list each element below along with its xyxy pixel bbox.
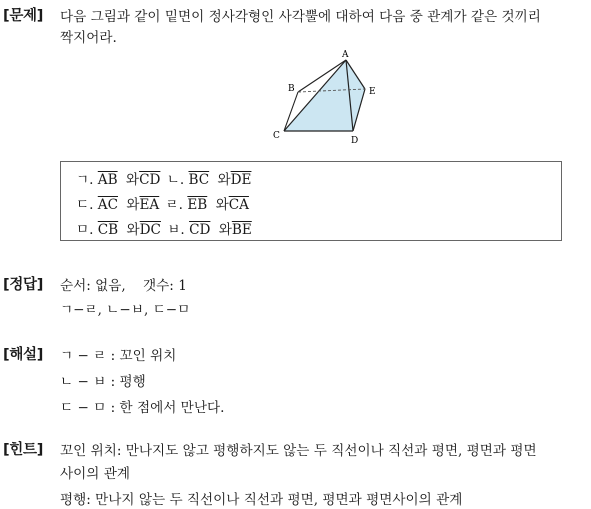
segment: $\overline{EB}$ [187, 197, 208, 213]
segment: $\overline{DE}$ [230, 172, 252, 188]
choice-row-1 [76, 168, 251, 188]
segment: $\overline{BC}$ [188, 172, 210, 188]
choice-marker: ㅁ. [76, 222, 94, 238]
vertex-label-A: A [342, 50, 349, 60]
segment: $\overline{DC}$ [139, 222, 161, 238]
choice-row-2 [76, 193, 249, 213]
choices-box [60, 161, 562, 241]
vertex-label-C: C [273, 131, 280, 141]
pyramid-figure [270, 47, 390, 147]
segment: $\overline{CD}$ [139, 172, 161, 188]
problem-text-line-1: 다음 그림과 같이 밑면이 정사각형인 사각뿔에 대하여 다음 중 관계가 같은 것끼리 [60, 9, 541, 25]
segment: $\overline{CB}$ [97, 222, 119, 238]
answer-line-2: ㄱ−ㄹ, ㄴ−ㅂ, ㄷ−ㅁ [60, 302, 191, 318]
conjunction: 와 [218, 222, 232, 238]
conjunction: 와 [215, 197, 229, 213]
segment: $\overline{CA}$ [228, 197, 249, 213]
conjunction: 와 [126, 222, 140, 238]
problem-text-line-2: 짝지어라. [60, 30, 117, 46]
hint-line-1: 꼬인 위치: 만나지도 않고 평행하지도 않는 두 직선이나 직선과 평면, 평면과 평면 [60, 443, 537, 459]
vertex-label-E: E [369, 87, 376, 97]
conjunction: 와 [126, 197, 140, 213]
vertex-label-B: B [288, 84, 295, 94]
choice-marker: ㄴ. [166, 172, 185, 188]
choice-marker: ㄹ. [165, 197, 183, 213]
answer-line-1: 순서: 없음, 갯수: 1 [60, 278, 187, 294]
explanation-line-1: ㄱ − ㄹ : 꼬인 위치 [60, 348, 177, 364]
segment: $\overline{AC}$ [97, 197, 118, 213]
choice-marker: ㅂ. [167, 222, 185, 238]
hint-line-3: 평행: 만나지 않는 두 직선이나 직선과 평면, 평면과 평면사이의 관계 [60, 492, 463, 508]
explanation-line-3: ㄷ − ㅁ : 한 점에서 만난다. [60, 400, 225, 416]
segment: $\overline{AB}$ [97, 172, 118, 188]
choice-marker: ㄷ. [76, 197, 94, 213]
choice-marker: ㄱ. [76, 172, 94, 188]
hint-label: [힌트] [3, 442, 44, 458]
segment: $\overline{BE}$ [231, 222, 252, 238]
choice-row-3 [76, 218, 252, 238]
answer-label: [정답] [3, 277, 44, 293]
explanation-line-2: ㄴ − ㅂ : 평행 [60, 374, 146, 390]
conjunction: 와 [125, 172, 140, 188]
segment: $\overline{CD}$ [189, 222, 211, 238]
conjunction: 와 [217, 172, 231, 188]
segment: $\overline{EA}$ [139, 197, 160, 213]
problem-label: [문제] [3, 8, 44, 24]
vertex-label-D: D [351, 136, 359, 146]
explanation-label: [해설] [3, 347, 44, 363]
hint-line-2: 사이의 관계 [60, 466, 130, 482]
